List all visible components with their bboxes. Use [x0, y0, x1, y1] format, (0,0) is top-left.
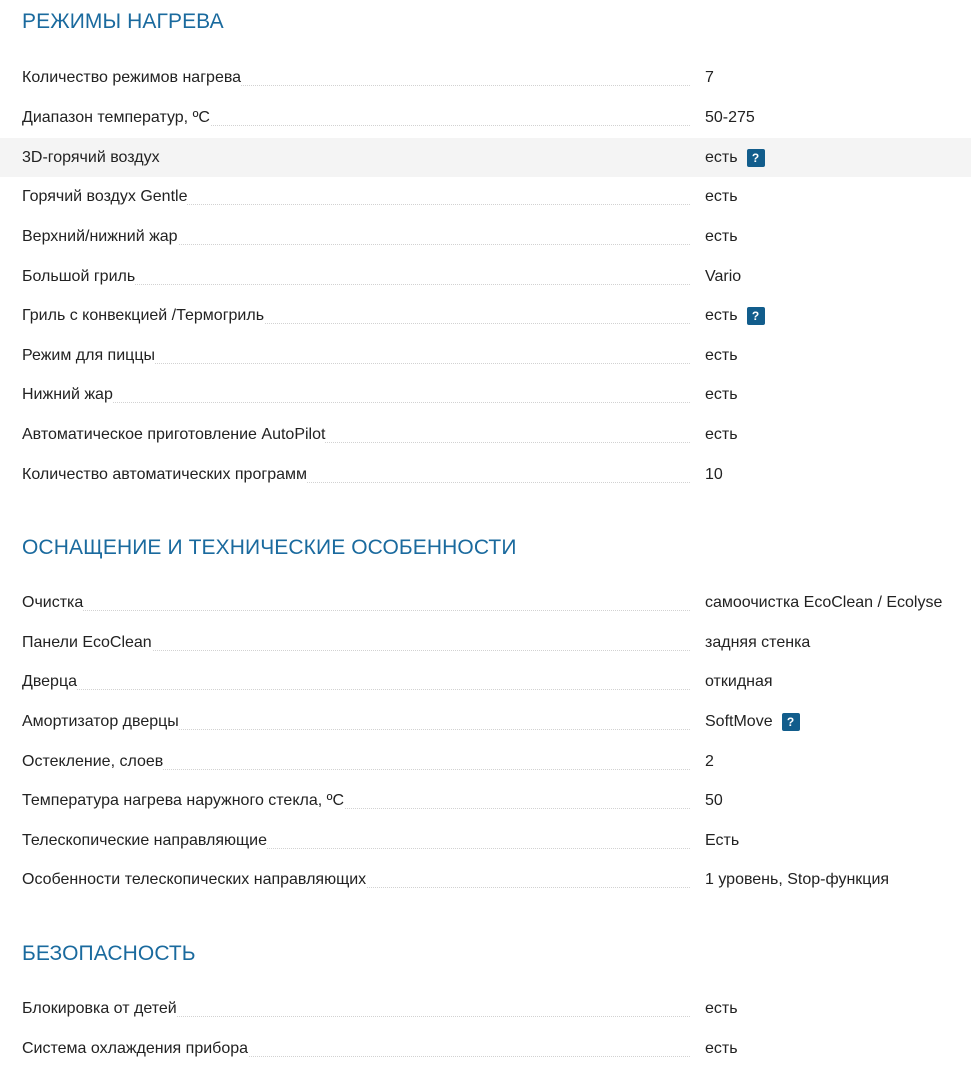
spec-value: Vario — [705, 268, 742, 285]
spec-row — [0, 623, 971, 662]
leader-dots — [22, 402, 690, 403]
spec-value: есть — [705, 1040, 738, 1057]
help-icon[interactable]: ? — [747, 149, 765, 167]
spec-row — [0, 860, 971, 899]
help-icon[interactable]: ? — [747, 307, 765, 325]
spec-value: есть — [705, 307, 738, 324]
spec-label: Амортизатор дверцы — [22, 713, 179, 730]
spec-row — [0, 296, 971, 335]
spec-label: Особенности телескопических направляющих — [22, 871, 367, 888]
spec-label: Дверца — [22, 673, 78, 690]
section-title: РЕЖИМЫ НАГРЕВА — [22, 10, 224, 33]
spec-value: самоочистка EcoClean / Ecolyse — [705, 594, 943, 611]
spec-row — [0, 336, 971, 375]
help-icon[interactable]: ? — [782, 713, 800, 731]
spec-value: 50 — [705, 792, 723, 809]
spec-label: Горячий воздух Gentle — [22, 188, 188, 205]
spec-value: есть — [705, 347, 738, 364]
leader-dots — [22, 689, 690, 690]
spec-row — [0, 702, 971, 741]
spec-label: Телескопические направляющие — [22, 832, 267, 849]
spec-row — [0, 455, 971, 494]
spec-label: Режим для пиццы — [22, 347, 155, 364]
spec-label: 3D-горячий воздух — [22, 149, 160, 166]
spec-value: есть — [705, 228, 738, 245]
spec-value: есть — [705, 426, 738, 443]
spec-value: есть — [705, 386, 738, 403]
spec-value: SoftMove — [705, 713, 773, 730]
spec-value: есть — [705, 188, 738, 205]
spec-value: 50-275 — [705, 109, 755, 126]
spec-label: Температура нагрева наружного стекла, ºC — [22, 792, 345, 809]
spec-label: Очистка — [22, 594, 84, 611]
spec-label: Автоматическое приготовление AutoPilot — [22, 426, 326, 443]
section-title: ОСНАЩЕНИЕ И ТЕХНИЧЕСКИЕ ОСОБЕННОСТИ — [22, 536, 517, 559]
spec-row — [0, 662, 971, 701]
spec-label: Панели EcoClean — [22, 634, 152, 651]
spec-row — [0, 58, 971, 97]
spec-row — [0, 415, 971, 454]
spec-row — [0, 821, 971, 860]
leader-dots — [22, 610, 690, 611]
spec-row — [0, 1029, 971, 1068]
spec-value: есть — [705, 149, 738, 166]
spec-row — [0, 742, 971, 781]
spec-label: Остекление, слоев — [22, 753, 164, 770]
spec-value: Есть — [705, 832, 740, 849]
spec-label: Система охлаждения прибора — [22, 1040, 249, 1057]
spec-label: Блокировка от детей — [22, 1000, 177, 1017]
spec-value: 2 — [705, 753, 714, 770]
spec-row-highlighted — [0, 138, 971, 177]
spec-value: задняя стенка — [705, 634, 811, 651]
spec-label: Количество автоматических программ — [22, 466, 307, 483]
spec-row — [0, 989, 971, 1028]
spec-row — [0, 217, 971, 256]
spec-value: есть — [705, 1000, 738, 1017]
section-title: БЕЗОПАСНОСТЬ — [22, 942, 196, 965]
spec-row — [0, 375, 971, 414]
spec-value: 7 — [705, 69, 714, 86]
spec-label: Диапазон температур, ºC — [22, 109, 210, 126]
spec-value: 1 уровень, Stop-функция — [705, 871, 890, 888]
spec-label: Количество режимов нагрева — [22, 69, 242, 86]
spec-row — [0, 98, 971, 137]
spec-row — [0, 257, 971, 296]
spec-row — [0, 583, 971, 622]
spec-label: Гриль с конвекцией /Термогриль — [22, 307, 265, 324]
spec-label: Большой гриль — [22, 268, 136, 285]
spec-value: откидная — [705, 673, 773, 690]
spec-row — [0, 177, 971, 216]
spec-row — [0, 781, 971, 820]
spec-label: Нижний жар — [22, 386, 113, 403]
spec-label: Верхний/нижний жар — [22, 228, 178, 245]
spec-value: 10 — [705, 466, 723, 483]
